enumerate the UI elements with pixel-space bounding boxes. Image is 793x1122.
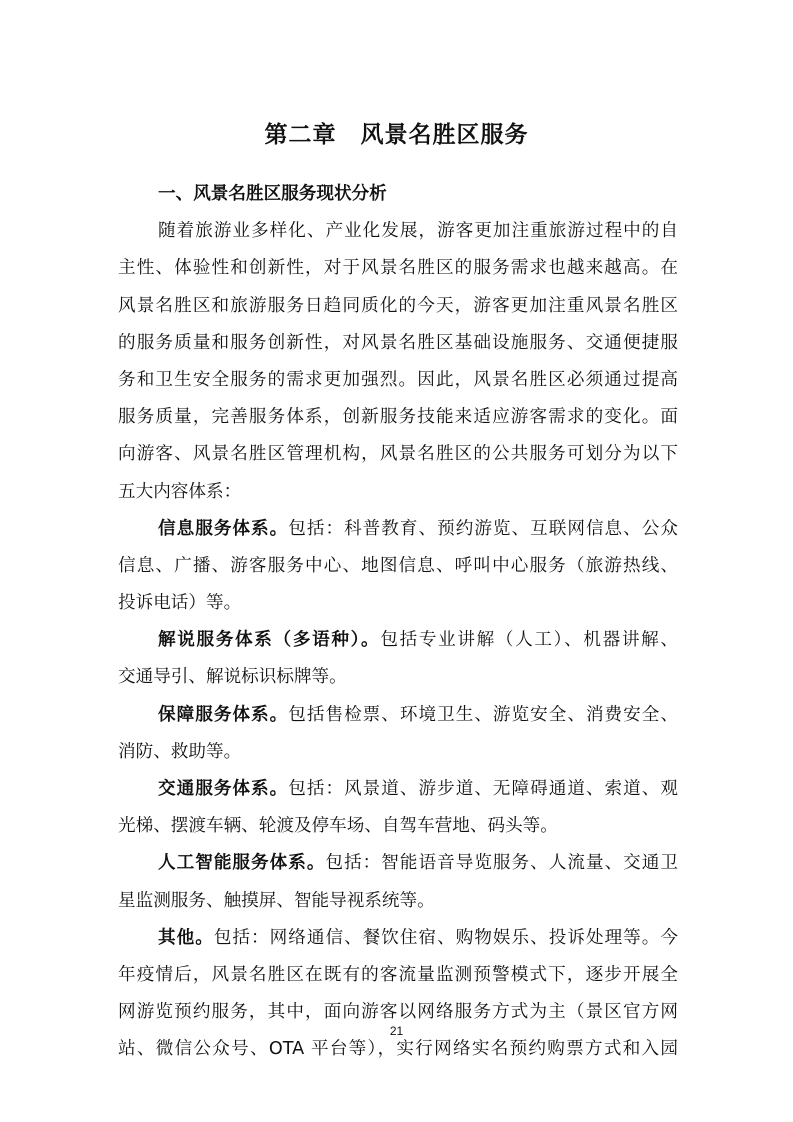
system-text: 包括专业讲解（人工）、机器讲解、 (380, 630, 678, 651)
paragraph-line: 投诉电话）等。 (118, 593, 242, 614)
system-name: 人工智能服务体系。 (158, 853, 326, 874)
paragraph-line: 主性、体验性和创新性，对于风景名胜区的服务需求也越来越高。在 (118, 258, 678, 279)
system-name: 其他。 (158, 927, 214, 948)
paragraph-line: 星监测服务、触摸屏、智能导视系统等。 (118, 890, 435, 911)
intro-paragraph (118, 213, 678, 511)
system-paragraph-ai (118, 845, 678, 919)
system-name: 解说服务体系（多语种）。 (158, 630, 381, 651)
system-name: 信息服务体系。 (158, 518, 289, 539)
paragraph-line: 交通导引、解说标识标牌等。 (118, 667, 347, 688)
chapter-title: 第二章 风景名胜区服务 (264, 122, 529, 148)
section-heading: 一、风景名胜区服务现状分析 (158, 184, 387, 204)
paragraph-line (118, 845, 678, 882)
system-paragraph-interpretation (118, 622, 678, 696)
system-name: 保障服务体系。 (158, 704, 289, 725)
system-paragraph-support (118, 697, 678, 771)
paragraph-line: 的服务质量和服务创新性，对风景名胜区基础设施服务、交通便捷服 (118, 332, 678, 353)
paragraph-line: 务和卫生安全服务的需求更加强烈。因此，风景名胜区必须通过提高 (118, 369, 678, 390)
paragraph-line (118, 920, 678, 957)
system-paragraph-information (118, 511, 678, 623)
paragraph-line (118, 622, 678, 659)
paragraph-line: 光梯、摆渡车辆、轮渡及停车场、自驾车营地、码头等。 (118, 816, 558, 837)
paragraph-line: 随着旅游业多样化、产业化发展，游客更加注重旅游过程中的自 (158, 221, 678, 242)
paragraph-line: 向游客、风景名胜区管理机构，风景名胜区的公共服务可划分为以下 (118, 444, 678, 465)
paragraph-line (118, 697, 678, 734)
paragraph-line (118, 511, 678, 548)
paragraph-line: 五大内容体系： (118, 481, 242, 502)
paragraph-line: 信息、广播、游客服务中心、地图信息、呼叫中心服务（旅游热线、 (118, 555, 678, 576)
paragraph-line: 网游览预约服务，其中，面向游客以网络服务方式为主（景区官方网 (118, 1002, 678, 1023)
system-text: 包括：风景道、游步道、无障碍通道、索道、观 (288, 779, 678, 799)
paragraph-line: 年疫情后，风景名胜区在既有的客流量监测预警模式下，逐步开展全 (118, 964, 678, 985)
system-paragraph-transport (118, 771, 678, 845)
system-name: 交通服务体系。 (158, 779, 289, 799)
system-text: 包括售检票、环境卫生、游览安全、消费安全、 (288, 704, 678, 725)
paragraph-line (118, 771, 678, 808)
paragraph-line: 消防、救助等。 (118, 741, 242, 762)
page-number: 21 (389, 1024, 404, 1038)
paragraph-line: 风景名胜区和旅游服务日趋同质化的今天，游客更加注重风景名胜区 (118, 295, 678, 316)
document-body (118, 176, 678, 1069)
system-paragraph-other (118, 920, 678, 1069)
system-text: 包括：科普教育、预约游览、互联网信息、公众 (288, 518, 678, 539)
system-text: 包括：网络通信、餐饮住宿、购物娱乐、投诉处理等。今 (213, 927, 678, 948)
paragraph-line: 服务质量，完善服务体系，创新服务技能来适应游客需求的变化。面 (118, 407, 678, 428)
paragraph-line: 站、微信公众号、OTA 平台等），实行网络实名预约购票方式和入园 (118, 1039, 678, 1060)
system-text: 包括：智能语音导览服务、人流量、交通卫 (325, 853, 678, 874)
